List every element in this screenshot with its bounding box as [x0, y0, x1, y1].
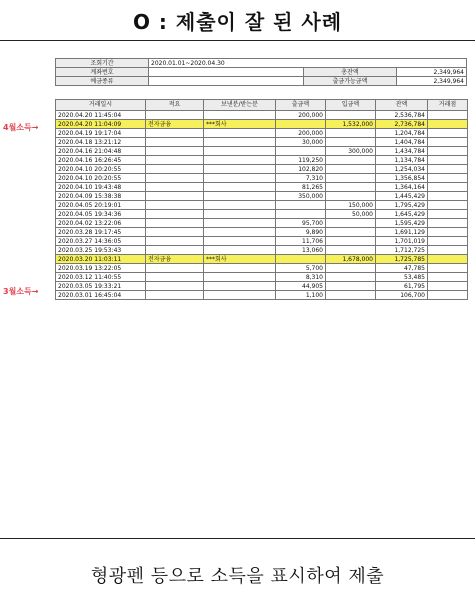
cell-bal: 1,725,785	[376, 255, 428, 264]
cell-in	[326, 174, 376, 183]
cell-date: 2020.03.01 16:45:04	[56, 291, 146, 300]
cell-branch	[428, 291, 468, 300]
cell-out	[276, 201, 326, 210]
table-row	[56, 228, 468, 237]
cell-date: 2020.03.12 11:40:55	[56, 273, 146, 282]
april-income-annotation: 4월소득→	[3, 123, 39, 132]
depositor-value	[149, 77, 304, 86]
cell-in	[326, 228, 376, 237]
cell-memo	[146, 291, 204, 300]
cell-out	[276, 210, 326, 219]
cell-out: 200,000	[276, 129, 326, 138]
cell-in	[326, 183, 376, 192]
cell-party	[204, 273, 276, 282]
cell-party	[204, 246, 276, 255]
cell-bal: 1,134,784	[376, 156, 428, 165]
cell-date: 2020.04.09 15:38:38	[56, 192, 146, 201]
cell-out	[276, 255, 326, 264]
cell-memo	[146, 246, 204, 255]
cell-party	[204, 291, 276, 300]
table-header-row	[56, 100, 468, 111]
cell-date: 2020.04.10 20:20:55	[56, 165, 146, 174]
cell-date: 2020.04.18 13:21:12	[56, 138, 146, 147]
transaction-rows	[56, 111, 468, 300]
cell-party	[204, 156, 276, 165]
table-row	[56, 111, 468, 120]
cell-branch	[428, 246, 468, 255]
cell-out: 13,060	[276, 246, 326, 255]
cell-in: 50,000	[326, 210, 376, 219]
period-value: 2020.01.01~2020.04.30	[149, 59, 467, 68]
cell-date: 2020.04.19 19:17:04	[56, 129, 146, 138]
cell-party: ***회사	[204, 255, 276, 264]
cell-in	[326, 192, 376, 201]
table-row	[56, 156, 468, 165]
cell-branch	[428, 174, 468, 183]
info-row	[56, 68, 467, 77]
cell-branch	[428, 183, 468, 192]
cell-branch	[428, 264, 468, 273]
cell-memo	[146, 237, 204, 246]
balance-label: 총잔액	[304, 68, 397, 77]
table-row	[56, 201, 468, 210]
cell-party	[204, 111, 276, 120]
cell-date: 2020.04.16 16:26:45	[56, 156, 146, 165]
cell-out: 200,000	[276, 111, 326, 120]
cell-branch	[428, 147, 468, 156]
balance-value: 2,349,964	[397, 68, 467, 77]
cell-bal: 1,445,429	[376, 192, 428, 201]
table-row	[56, 129, 468, 138]
cell-date: 2020.04.05 20:19:01	[56, 201, 146, 210]
cell-out: 350,000	[276, 192, 326, 201]
column-header: 거래일시	[56, 100, 146, 111]
depositor-label: 예금종류	[56, 77, 149, 86]
cell-in	[326, 156, 376, 165]
cell-bal: 1,434,784	[376, 147, 428, 156]
cell-in	[326, 165, 376, 174]
cell-branch	[428, 111, 468, 120]
cell-party	[204, 237, 276, 246]
cell-memo	[146, 228, 204, 237]
cell-memo	[146, 219, 204, 228]
table-row	[56, 246, 468, 255]
cell-out: 9,890	[276, 228, 326, 237]
cell-bal: 1,645,429	[376, 210, 428, 219]
cell-memo	[146, 264, 204, 273]
available-value: 2,349,964	[397, 77, 467, 86]
table-row	[56, 255, 468, 264]
column-header: 적요	[146, 100, 204, 111]
cell-memo	[146, 282, 204, 291]
cell-out: 11,706	[276, 237, 326, 246]
table-row	[56, 219, 468, 228]
cell-date: 2020.04.16 21:04:48	[56, 147, 146, 156]
cell-party	[204, 192, 276, 201]
cell-branch	[428, 255, 468, 264]
cell-in	[326, 237, 376, 246]
cell-party	[204, 129, 276, 138]
cell-bal: 1,356,854	[376, 174, 428, 183]
cell-in: 300,000	[326, 147, 376, 156]
cell-in	[326, 111, 376, 120]
cell-memo	[146, 210, 204, 219]
cell-party	[204, 219, 276, 228]
cell-bal: 2,736,784	[376, 120, 428, 129]
available-label: 출금가능금액	[304, 77, 397, 86]
period-label: 조회기간	[56, 59, 149, 68]
cell-memo	[146, 147, 204, 156]
cell-date: 2020.04.10 19:43:48	[56, 183, 146, 192]
table-row	[56, 192, 468, 201]
column-header: 보낸분/받는분	[204, 100, 276, 111]
cell-memo	[146, 201, 204, 210]
cell-party	[204, 138, 276, 147]
cell-memo	[146, 183, 204, 192]
table-row	[56, 237, 468, 246]
cell-party	[204, 201, 276, 210]
cell-out: 8,310	[276, 273, 326, 282]
account-label: 계좌번호	[56, 68, 149, 77]
table-row	[56, 165, 468, 174]
cell-memo	[146, 174, 204, 183]
cell-date: 2020.03.25 19:53:43	[56, 246, 146, 255]
table-row	[56, 138, 468, 147]
cell-in	[326, 273, 376, 282]
cell-memo: 전자금융	[146, 255, 204, 264]
cell-date: 2020.03.19 13:22:05	[56, 264, 146, 273]
cell-out	[276, 147, 326, 156]
table-row	[56, 210, 468, 219]
caption: 형광펜 등으로 소득을 표시하여 제출	[90, 566, 385, 587]
cell-out: 1,100	[276, 291, 326, 300]
cell-party	[204, 210, 276, 219]
cell-branch	[428, 192, 468, 201]
cell-bal: 1,691,129	[376, 228, 428, 237]
cell-party	[204, 282, 276, 291]
cell-branch	[428, 228, 468, 237]
cell-date: 2020.03.27 14:36:05	[56, 237, 146, 246]
table-row	[56, 174, 468, 183]
page-title: O : 제출이 잘 된 사례	[132, 10, 343, 34]
cell-bal: 53,485	[376, 273, 428, 282]
table-row	[56, 282, 468, 291]
cell-branch	[428, 282, 468, 291]
cell-out: 102,820	[276, 165, 326, 174]
info-row	[56, 77, 467, 86]
cell-bal: 2,536,784	[376, 111, 428, 120]
cell-in	[326, 264, 376, 273]
cell-memo	[146, 192, 204, 201]
cell-out: 119,250	[276, 156, 326, 165]
cell-memo	[146, 138, 204, 147]
march-income-annotation: 3월소득→	[3, 287, 39, 296]
cell-party	[204, 183, 276, 192]
cell-branch	[428, 156, 468, 165]
cell-memo	[146, 111, 204, 120]
cell-out: 7,310	[276, 174, 326, 183]
table-row	[56, 183, 468, 192]
cell-party	[204, 264, 276, 273]
cell-in: 1,532,000	[326, 120, 376, 129]
cell-branch	[428, 273, 468, 282]
cell-branch	[428, 129, 468, 138]
cell-out: 30,000	[276, 138, 326, 147]
cell-party: ***회사	[204, 120, 276, 129]
cell-bal: 47,785	[376, 264, 428, 273]
cell-out	[276, 120, 326, 129]
cell-in	[326, 219, 376, 228]
cell-out: 95,700	[276, 219, 326, 228]
top-divider	[0, 40, 475, 41]
cell-party	[204, 147, 276, 156]
table-row	[56, 120, 468, 129]
bottom-divider	[0, 538, 475, 539]
cell-memo: 전자금융	[146, 120, 204, 129]
cell-date: 2020.03.05 19:33:21	[56, 282, 146, 291]
cell-in: 1,678,000	[326, 255, 376, 264]
cell-memo	[146, 129, 204, 138]
cell-memo	[146, 273, 204, 282]
cell-bal: 1,595,429	[376, 219, 428, 228]
cell-date: 2020.04.20 11:04:09	[56, 120, 146, 129]
cell-party	[204, 228, 276, 237]
cell-out: 5,700	[276, 264, 326, 273]
cell-bal: 1,204,784	[376, 129, 428, 138]
cell-bal: 1,795,429	[376, 201, 428, 210]
cell-memo	[146, 156, 204, 165]
cell-bal: 1,712,725	[376, 246, 428, 255]
cell-date: 2020.03.20 11:03:11	[56, 255, 146, 264]
cell-branch	[428, 219, 468, 228]
cell-date: 2020.03.28 19:17:45	[56, 228, 146, 237]
cell-bal: 61,795	[376, 282, 428, 291]
cell-branch	[428, 210, 468, 219]
cell-in	[326, 129, 376, 138]
cell-date: 2020.04.05 19:34:36	[56, 210, 146, 219]
cell-in	[326, 246, 376, 255]
table-row	[56, 273, 468, 282]
table-row	[56, 264, 468, 273]
cell-bal: 1,404,784	[376, 138, 428, 147]
cell-out: 81,265	[276, 183, 326, 192]
account-info-table	[55, 58, 467, 86]
cell-branch	[428, 138, 468, 147]
cell-in	[326, 138, 376, 147]
column-header: 입금액	[326, 100, 376, 111]
cell-date: 2020.04.10 20:20:55	[56, 174, 146, 183]
cell-bal: 106,700	[376, 291, 428, 300]
column-header: 거래점	[428, 100, 468, 111]
cell-date: 2020.04.20 11:45:04	[56, 111, 146, 120]
cell-branch	[428, 120, 468, 129]
cell-bal: 1,364,164	[376, 183, 428, 192]
column-header: 출금액	[276, 100, 326, 111]
cell-in: 150,000	[326, 201, 376, 210]
cell-out: 44,905	[276, 282, 326, 291]
info-row	[56, 59, 467, 68]
table-row	[56, 147, 468, 156]
cell-branch	[428, 165, 468, 174]
cell-in	[326, 282, 376, 291]
cell-bal: 1,701,019	[376, 237, 428, 246]
transaction-table	[55, 99, 468, 300]
table-row	[56, 291, 468, 300]
cell-party	[204, 174, 276, 183]
cell-date: 2020.04.02 13:22:06	[56, 219, 146, 228]
cell-bal: 1,254,034	[376, 165, 428, 174]
cell-branch	[428, 201, 468, 210]
column-header: 잔액	[376, 100, 428, 111]
cell-memo	[146, 165, 204, 174]
account-value	[149, 68, 304, 77]
cell-in	[326, 291, 376, 300]
cell-party	[204, 165, 276, 174]
cell-branch	[428, 237, 468, 246]
